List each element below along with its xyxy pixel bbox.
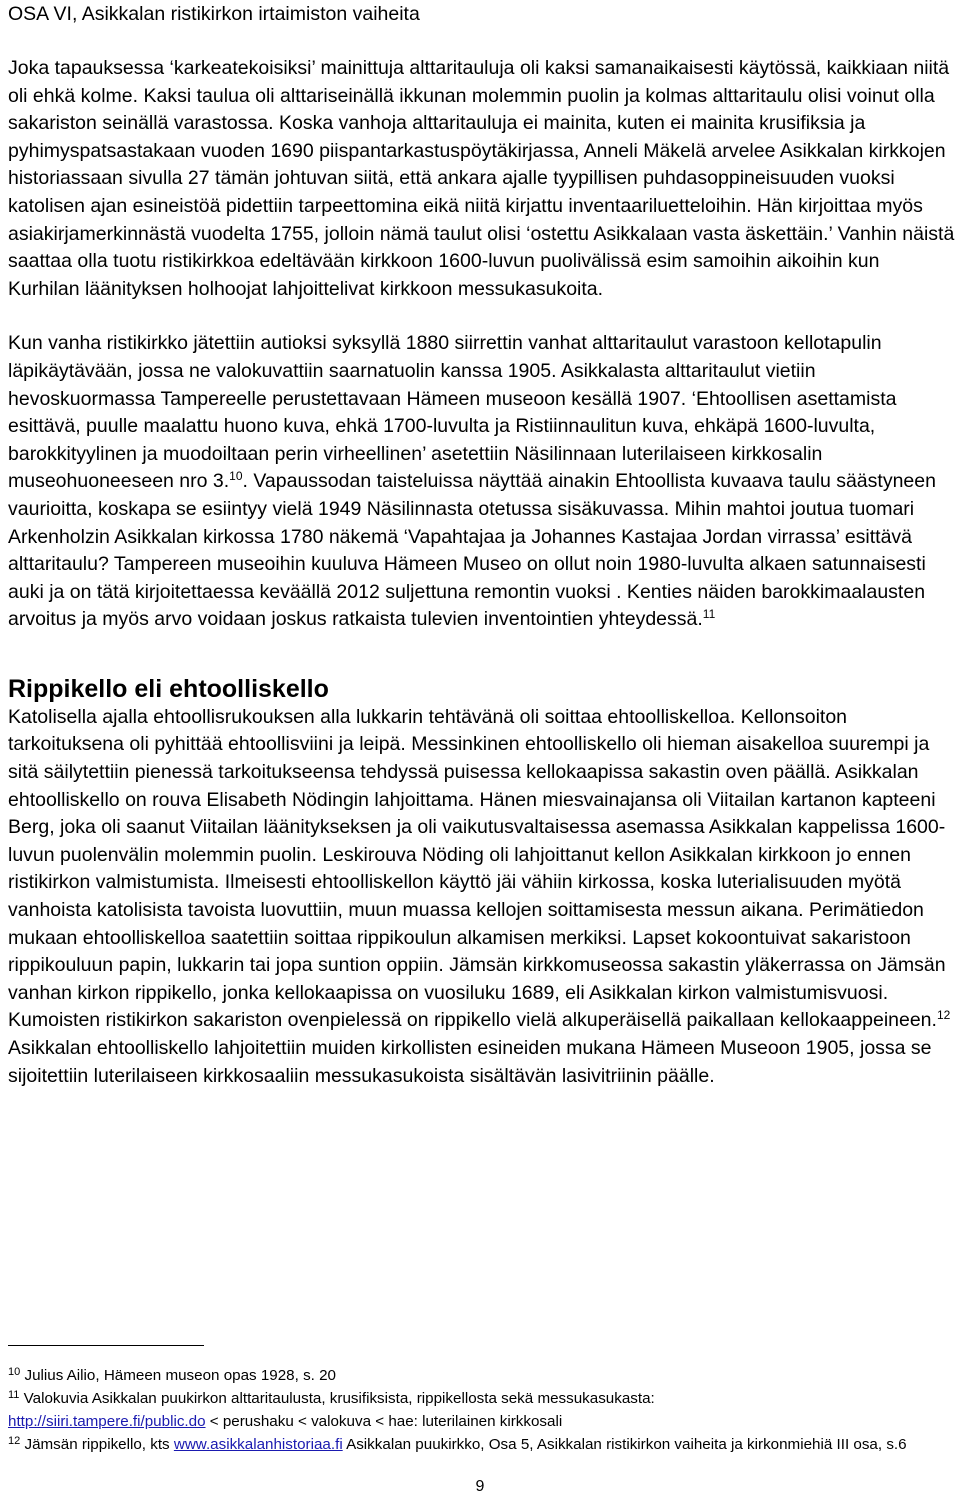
footnotes [8,1364,958,1456]
footnote-ref-10[interactable]: 10 [229,469,243,484]
footnote-link-siiri[interactable]: http://siiri.tampere.fi/public.do [8,1413,206,1430]
paragraph-3 [8,704,956,1090]
footnote-11 [8,1387,958,1433]
paragraph-2-text-b: . Vapaussodan taisteluissa näyttää ainakin Ehtoollista kuvaava taulu säästyneen vaurioitta, koskapa se esiintyy vielä 1949 Näsilinnasta otetussa sisäkuvassa. Mihin mahtoi joutua tuomari Arkenholzin Asikkalan kirkossa 1780 näkemä ‘Vapahtajaa ja Johannes Kastajaa Jordan virrassa’ esittävä alttaritaulu? Tampereen museoihin kuuluva Hämeen Museo on ollut noin 1980-luvulta alkaen satunnaisesti auki ja on tätä kirjoitettaessa keväällä 2012 suljettuna remontin vuoksi . Kenties näiden barokkimaalausten arvoitus ja myös arvo voidaan joskus ratkaista tulevien inventointien yhteydessä. [8,470,936,631]
paragraph-3-text-b: Asikkalan ehtoolliskello lahjoitettiin muiden kirkollisten esineiden mukana Hämeen Museoon 1905, jossa se sijoitettiin luterilaiseen kirkkosaaliin messukasukoista sisältävän lasivitriinin päälle. [8,1037,932,1087]
paragraph-2-text-a: Kun vanha ristikirkko jätettiin autioksi syksyllä 1880 siirrettin vanhat alttaritaulut varastoon kellotapulin läpikäytävään, jossa ne valokuvattiin saarnatuolin kanssa 1905. Asikkalasta alttaritaulut vietiin hevoskuormassa Tampereelle perustettavaan Hämeen museoon kesällä 1907. ‘Ehtoollisen asettamista esittävä, puulle maalattu huono kuva, ehkä 1700-luvulta ja Ristiinnaulitun kuva, ehkäpä 1600-luvulta, barokkityylinen ja muodoiltaan perin virheellinen’ asetettiin Näsilinnaan luterilaiseen kirkkosalin museohuoneeseen nro 3. [8,332,897,493]
paragraph-3-text-a: Katolisella ajalla ehtoollisrukouksen alla lukkarin tehtävänä oli soittaa ehtoolliskelloa. Kellonsoiton tarkoituksena oli pyhittää ehtoollisviini ja leipä. Messinkinen ehtoolliskello oli hieman aisakelloa suurempi ja sitä säilytettiin pienessä tarkoitukseensa tehdyssä puisessa kellokaapissa sakastin oven päällä. Asikkalan ehtoolliskello on rouva Elisabeth Nödingin lahjoittama. Hänen miesvainajansa oli Viitailan kartanon kapteeni Berg, joka oli saanut Viitailan läänitykseksen ja oli vaikutusvaltaisessa asemassa Asikkalan kappelissa 1600-luvun puolenvälin molemmin puolin. Leskirouva Nöding oli lahjoittanut kellon Asikkalan kirkkoon jo ennen ristikirkon valmistumista. Ilmeisesti ehtoolliskellon käyttö jäi vähiin kirkossa, koska luterialisuuden myötä vanhoista katolisista tavoista luovuttiin, muun muassa kellojen soittamisesta messun aikana. Perimätiedon mukaan ehtoolliskelloa saatettiin soittaa rippikoulun alkamisen merkiksi. Lapset kokoontuivat sakaristoon rippikouluun papin, lukkarin tai jopa suntion oppiin. Jämsän kirkkomuseossa sakastin yläkerrassa on Jämsän vanhan kirkon rippikello, jonka kellokaapissa on vuosiluku 1689, eli Asikkalan kirkon valmistumisvuosi. Kumoisten ristikirkon sakariston ovenpielessä on rippikello vielä alkuperäisellä paikallaan kellokaappeineen. [8,705,946,1032]
footnote-text: Jämsän rippikello, kts [20,1436,174,1453]
footnote-text: Valokuvia Asikkalan puukirkon alttaritaulusta, krusifiksista, rippikellosta sekä messukasukasta: [19,1390,655,1407]
footnote-number: 11 [8,1389,20,1401]
footnote-text: Julius Ailio, Hämeen museon opas 1928, s. 20 [20,1367,336,1384]
footnote-ref-12[interactable]: 12 [936,1008,951,1023]
footnote-divider [8,1345,204,1346]
paragraph-2 [8,330,956,634]
footnote-10 [8,1364,958,1387]
footnote-12 [8,1433,958,1456]
page-number: 9 [475,1478,485,1495]
footnote-link-asikkala[interactable]: www.asikkalanhistoriaa.fi [173,1436,343,1453]
running-title: OSA VI, Asikkalan ristikirkon irtaimiston vaiheita [8,3,420,25]
paragraph-1 [8,55,956,303]
footnote-number: 12 [8,1435,21,1447]
footnote-text-after: < perushaku < valokuva < hae: luterilainen kirkkosali [205,1413,563,1430]
footnote-number: 10 [8,1366,21,1378]
document-page [8,0,956,1453]
footnote-ref-11[interactable]: 11 [702,607,716,622]
footnote-text-after: Asikkalan puukirkko, Osa 5, Asikkalan ristikirkon vaiheita ja kirkonmiehiä III osa, s.6 [342,1436,907,1453]
paragraph-1-text: Joka tapauksessa ‘karkeatekoisiksi’ mainittuja alttaritauluja oli kaksi samanaikaisesti käytössä, kaikkiaan niitä oli ehkä kolme. Kaksi taulua oli alttariseinällä ikkunan molemmin puolin ja kolmas alttaritaulu olisi voinut olla sakariston seinällä varastossa. Koska vanhoja alttaritauluja ei mainita, kuten ei mainita krusifiksia ja pyhimyspatsastakaan vuoden 1690 piispantarkastuspöytäkirjassa, Anneli Mäkelä arvelee Asikkalan kirkkojen historiassaan sivulla 27 tämän johtuvan siitä, että ankara ajalle tyypillisen puhdasoppineisuuden vuoksi katolisen ajan esineistöä pidettiin tarpeettomina eikä niitä kirjattu inventaariluetteloihin. Hän kirjoittaa myös asiakirjamerkinnästä vuodelta 1755, jolloin nämä taulut olisi ‘ostettu Asikkalaan vasta äskettäin.’ Vanhin näistä saattaa olla tuotu ristikirkkoa edeltävään kirkkoon 1600-luvun puolivälissä esim samoihin aikoihin kun Kurhilan läänityksen holhoojat lahjoittelivat kirkkoon messukasukoita. [8,57,955,300]
section-heading: Rippikello eli ehtoolliskello [8,674,329,703]
